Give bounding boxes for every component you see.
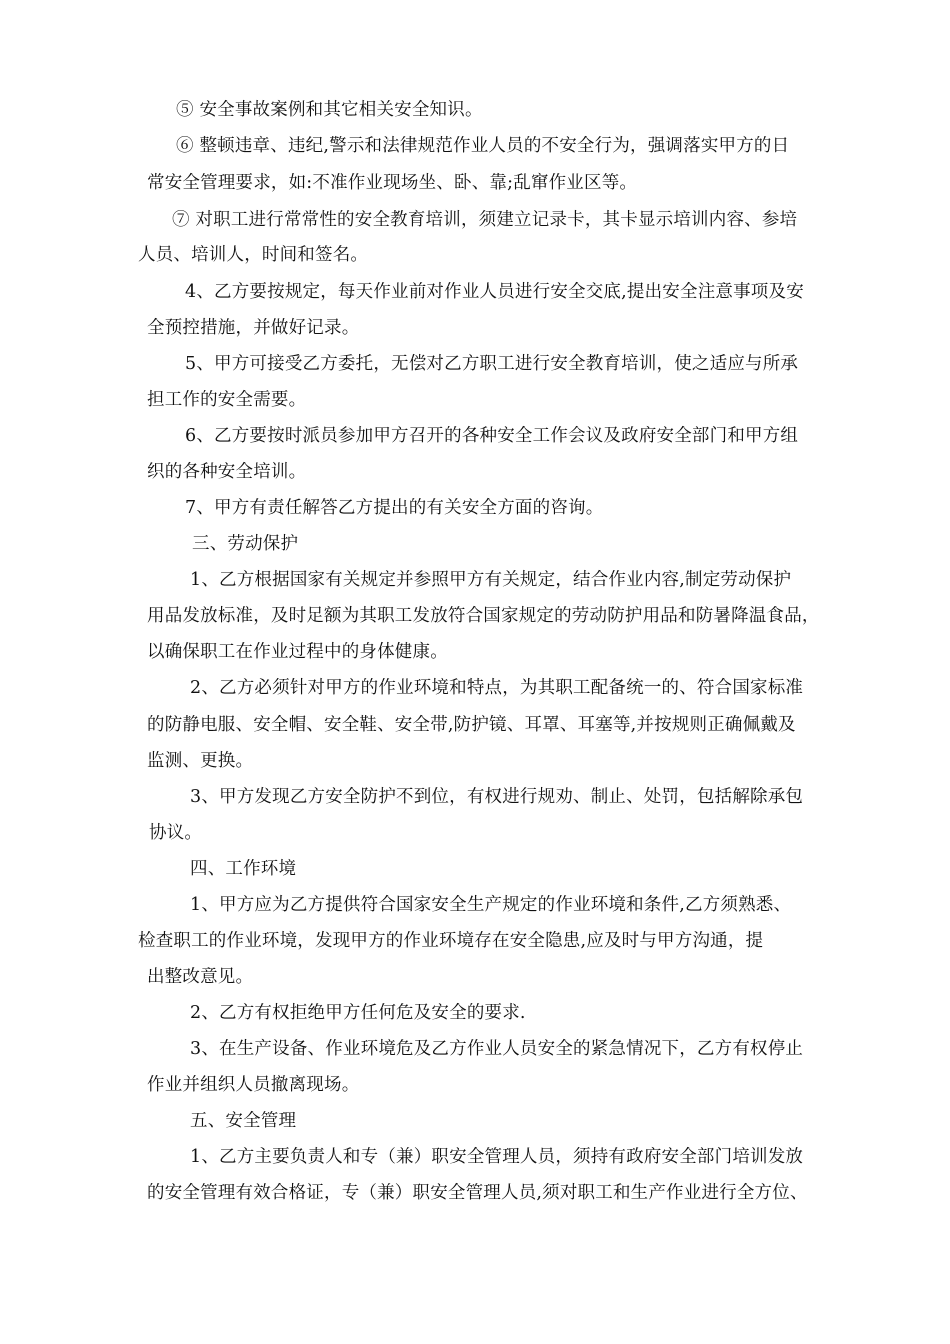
text-line: 7、甲方有责任解答乙方提出的有关安全方面的咨询。 (185, 498, 604, 518)
text-line: 1、甲方应为乙方提供符合国家安全生产规定的作业环境和条件,乙方须熟悉、 (190, 895, 792, 915)
text-line: 6、乙方要按时派员参加甲方召开的各种安全工作会议及政府安全部门和甲方组 (185, 426, 799, 446)
text-line: ⑦ 对职工进行常常性的安全教育培训，须建立记录卡，其卡显示培训内容、参培 (172, 210, 798, 230)
text-line: 监测、更换。 (147, 751, 254, 771)
text-line: 担工作的安全需要。 (147, 390, 307, 410)
text-line: 织的各种安全培训。 (147, 462, 307, 482)
text-line: 用品发放标准，及时足额为其职工发放符合国家规定的劳动防护用品和防暑降温食品， (147, 606, 820, 626)
text-line: 的安全管理有效合格证，专（兼）职安全管理人员,须对职工和生产作业进行全方位、 (147, 1183, 808, 1203)
text-line: ⑤ 安全事故案例和其它相关安全知识。 (176, 100, 483, 120)
section-heading: 五、安全管理 (190, 1111, 297, 1131)
text-line: 作业并组织人员撤离现场。 (147, 1075, 360, 1095)
text-line: 1、乙方根据国家有关规定并参照甲方有关规定，结合作业内容,制定劳动保护 (190, 570, 792, 590)
text-line: 2、乙方有权拒绝甲方任何危及安全的要求. (190, 1003, 526, 1023)
text-line: 3、甲方发现乙方安全防护不到位，有权进行规劝、制止、处罚，包括解除承包 (190, 787, 804, 807)
section-heading: 三、劳动保护 (192, 534, 299, 554)
text-line: ⑥ 整顿违章、违纪,警示和法律规范作业人员的不安全行为，强调落实甲方的日 (176, 136, 790, 156)
section-heading: 四、工作环境 (190, 859, 297, 879)
text-line: 以确保职工在作业过程中的身体健康。 (147, 642, 448, 662)
text-line: 2、乙方必须针对甲方的作业环境和特点，为其职工配备统一的、符合国家标准 (190, 678, 804, 698)
text-line: 全预控措施，并做好记录。 (147, 318, 360, 338)
text-line: 5、甲方可接受乙方委托，无偿对乙方职工进行安全教育培训，使之适应与所承 (185, 354, 799, 374)
text-line: 常安全管理要求，如:不准作业现场坐、卧、靠;乱窜作业区等。 (147, 173, 638, 193)
text-line: 3、在生产设备、作业环境危及乙方作业人员安全的紧急情况下，乙方有权停止 (190, 1039, 804, 1059)
text-line: 1、乙方主要负责人和专（兼）职安全管理人员，须持有政府安全部门培训发放 (190, 1147, 804, 1167)
text-line: 检查职工的作业环境，发现甲方的作业环境存在安全隐患,应及时与甲方沟通，提 (138, 931, 764, 951)
text-line: 4、乙方要按规定，每天作业前对作业人员进行安全交底,提出安全注意事项及安 (185, 282, 804, 302)
text-line: 人员、培训人，时间和签名。 (138, 245, 369, 265)
text-line: 出整改意见。 (147, 967, 254, 987)
text-line: 的防静电服、安全帽、安全鞋、安全带,防护镜、耳罩、耳塞等,并按规则正确佩戴及 (147, 715, 796, 735)
text-line: 协议。 (149, 823, 203, 843)
